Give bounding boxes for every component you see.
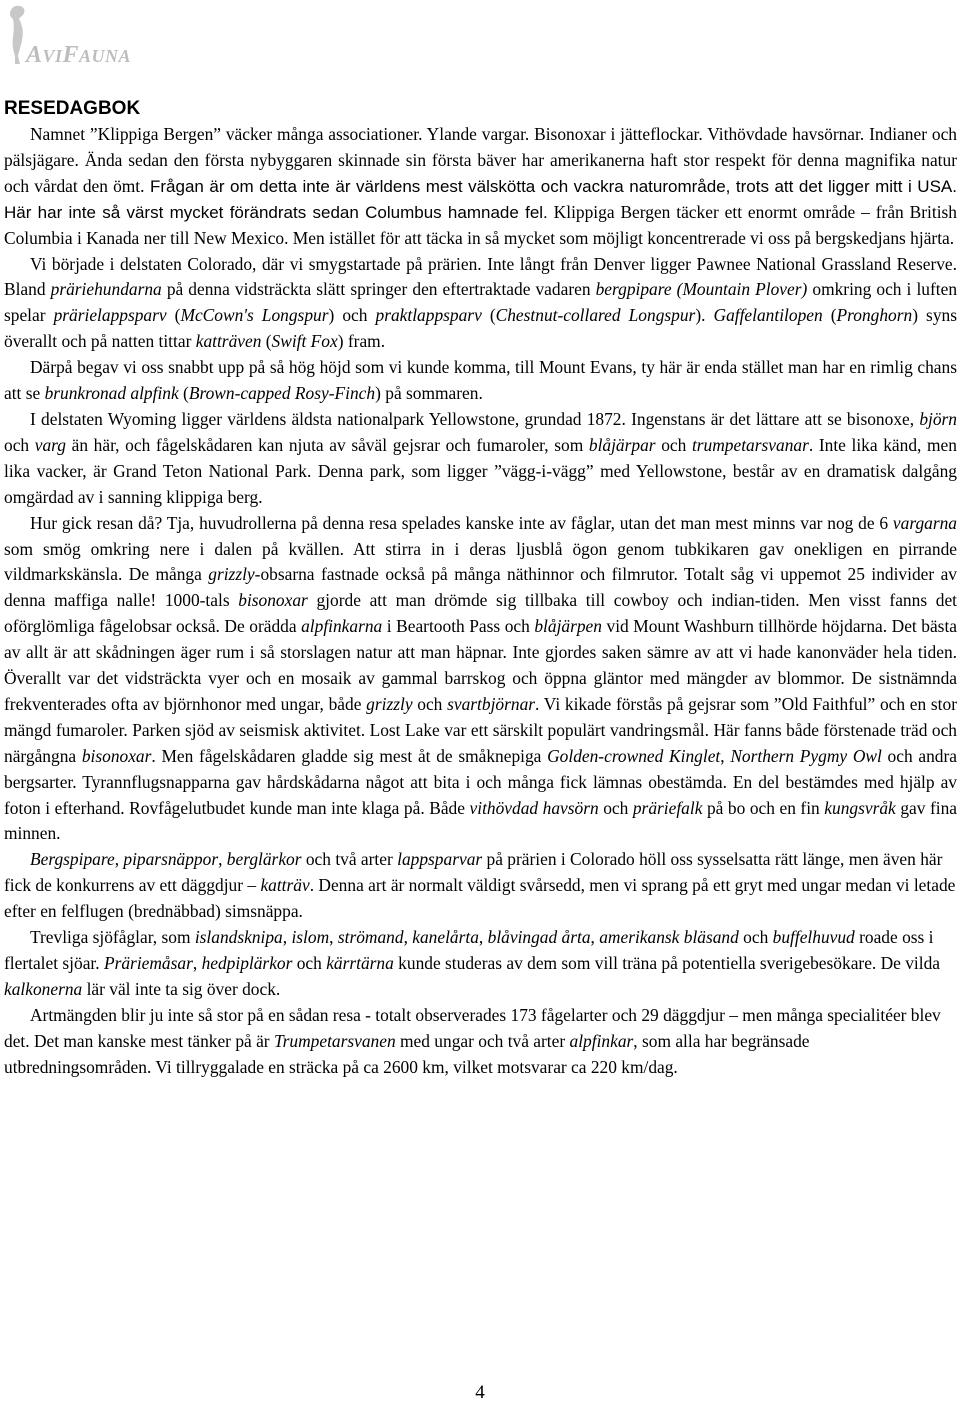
- species-name: präriefalk: [632, 797, 703, 818]
- species-name: McCown's Longspur: [180, 305, 329, 326]
- text-run: och: [4, 434, 35, 455]
- species-name: kalkonerna: [4, 978, 83, 999]
- text-run: Vi började i delstaten Colorado, där vi smygstartade på prärien. Inte långt från Denver ligger Pawnee National Grassland Reserve. Bland: [4, 253, 957, 300]
- species-name: blåjärpar: [588, 434, 656, 455]
- text-run: ,: [282, 927, 292, 948]
- species-name: vargarna: [892, 512, 957, 533]
- species-name: blåjärpen: [534, 616, 602, 637]
- species-name: blåvingad årta: [487, 927, 591, 948]
- species-name: prärielappsparv: [53, 305, 167, 326]
- text-run: ,: [218, 849, 227, 870]
- species-name: Gaffelantilopen: [713, 305, 823, 326]
- text-run: omkring och i luften spelar: [4, 279, 958, 326]
- species-name: bisonoxar: [81, 745, 152, 766]
- text-run: Frågan är om detta inte är världens mest välskötta och vackra naturområde, trots att det ligger mitt i USA. Här har inte så värst mycket förändrats sedan Columbus hamnade fel.: [4, 176, 957, 222]
- text-run: , som alla har begränsade utbredningsområden. Vi tillryggalade en sträcka på ca 2600 km, vilket motsvarar ca 220 km/dag.: [4, 1030, 810, 1077]
- species-name: kärrtärna: [326, 953, 394, 973]
- species-name: katträven: [195, 331, 262, 352]
- text-run: gjorde att man drömde sig tillbaka till cowboy och indian-tiden. Men visst fanns det oförglömliga fågelobsar också. De orädda: [4, 590, 957, 637]
- article-heading: RESEDAGBOK: [4, 98, 141, 119]
- paragraph-wyoming: [4, 407, 957, 511]
- paragraph-intro: [4, 122, 957, 252]
- text-run: Trevliga sjöfåglar, som: [30, 927, 195, 948]
- species-name: katträv: [260, 875, 310, 896]
- species-name: brunkronad alpfink: [44, 383, 179, 404]
- text-run: roade oss i flertalet sjöar.: [4, 927, 934, 973]
- species-name: lappsparvar: [397, 849, 483, 870]
- text-run: och två arter: [301, 849, 398, 870]
- species-name: kanelårta: [412, 927, 479, 948]
- species-name: Trumpetarsvanen: [273, 1030, 396, 1051]
- text-run: gav fina minnen.: [4, 797, 958, 844]
- text-run: ,: [403, 927, 413, 948]
- species-name: Golden-crowned Kinglet: [547, 745, 721, 766]
- species-name: islom: [291, 927, 330, 948]
- species-name: Pronghorn: [836, 305, 913, 326]
- species-name: kungsvråk: [824, 797, 896, 818]
- text-run: ) och: [328, 305, 376, 326]
- species-name: piparsnäppor: [123, 849, 219, 870]
- text-run: (: [481, 305, 496, 326]
- logo-wordmark: AVIFAUNA: [26, 42, 132, 68]
- text-run: (: [261, 331, 272, 352]
- text-run: ) syns överallt och på natten tittar: [4, 305, 957, 352]
- text-run: och: [412, 693, 448, 714]
- species-name: varg: [34, 434, 66, 455]
- species-name: buffelhuvud: [772, 927, 855, 948]
- species-name: Bergspipare: [30, 849, 115, 870]
- avifauna-logo: [0, 2, 175, 72]
- paragraph-prairie: [4, 847, 957, 925]
- text-run: kunde studeras av dem som vill träna på potentiella sverigebesökare. De vilda: [393, 953, 941, 973]
- text-run: och: [598, 797, 633, 818]
- text-run: ,: [720, 745, 731, 766]
- text-run: . Vi kikade förstås på gejsrar som ”Old Faithful” och en stor mängd fumaroler. Parken sjöd av seismisk aktivitet. Lost Lake var ett särskilt populärt vandringsmål. Här fanns både förstenade träd och närgångna: [4, 693, 958, 766]
- paragraph-summary: [4, 1003, 957, 1081]
- species-name: Swift Fox: [271, 331, 338, 352]
- species-name: praktlappsparv: [375, 305, 482, 326]
- species-name: strömand: [337, 927, 404, 948]
- species-name: Präriemåsar: [103, 953, 193, 973]
- article-body: [4, 96, 957, 1081]
- species-name: präriehundarna: [50, 279, 162, 300]
- species-name: svartbjörnar: [447, 693, 536, 714]
- text-run: Hur gick resan då? Tja, huvudrollerna på denna resa spelades kanske inte av fåglar, utan det man mest minns var nog de 6: [30, 512, 893, 533]
- text-run: på denna vidsträckta slätt springer den eftertraktade vadaren: [161, 279, 596, 300]
- text-run: . Men fågelskådaren gladde sig mest åt de småknepiga: [151, 745, 548, 766]
- species-name: grizzly: [366, 693, 413, 714]
- text-run: än här, och fågelskådaren kan njuta av såväl gejsrar och fumaroler, som: [65, 434, 589, 455]
- text-run: ) på sommaren.: [375, 383, 483, 404]
- text-run: Artmängden blir ju inte så stor på en sådan resa - totalt observerades 173 fågelarter och 29 däggdjur – men många specialitéer blev det. Det man kanske mest tänker på är: [4, 1004, 941, 1051]
- species-name: grizzly: [208, 564, 255, 585]
- paragraph-highlights: [4, 511, 957, 848]
- page-number: 4: [475, 1382, 485, 1403]
- species-name: Northern Pygmy Owl: [730, 745, 882, 766]
- paragraph-mount-evans: [4, 355, 957, 407]
- text-run: ,: [590, 927, 600, 948]
- text-run: på prärien i Colorado höll oss sysselsatta rätt länge, men även här fick de konkurrens av ett däggdjur –: [4, 849, 943, 896]
- text-run: i Beartooth Pass och: [382, 616, 535, 637]
- species-name: alpfinkarna: [301, 616, 383, 637]
- text-run: . Denna art är normalt väldigt svårsedd, men vi sprang på ett gryt med ungar medan vi letade efter en felflugen (brednäbbad) simsnäppa.: [4, 875, 956, 922]
- text-run: ) fram.: [337, 331, 386, 352]
- text-run: Därpå begav vi oss snabbt upp på så hög höjd som vi kunde komma, till Mount Evans, ty här är enda stället man har en rimlig chans att se: [4, 357, 957, 404]
- species-name: bisonoxar: [238, 590, 308, 611]
- text-run: (: [178, 383, 189, 404]
- text-run: med ungar och två arter: [395, 1030, 570, 1051]
- text-run: och: [292, 953, 327, 973]
- text-run: på bo och en fin: [702, 797, 825, 818]
- text-run: och: [738, 927, 773, 948]
- text-run: Namnet ”Klippiga Bergen” väcker många associationer. Ylande vargar. Bisonoxar i jätteflockar. Vithövdade havsörnar. Indianer och pälsjägare. Ända sedan den första nybyggaren skinnade sin första bäver har amerikanerna haft stor respekt för denna magnifika natur och vårdat den ömt.: [4, 124, 957, 196]
- text-run: -obsarna fastnade också på många näthinnor och filmrutor. Totalt såg vi uppemot 25 individer av denna maffiga nalle! 1000-tals: [4, 564, 957, 611]
- text-run: och andra bergsarter. Tyrannflugsnapparna gav hårdskådarna något att bita i och många fick lämnas obestämda. En del bestämdes med hjälp av foton i efterhand. Rovfågelutbudet kunde man inte klaga på. Både: [4, 745, 957, 818]
- text-run: ,: [478, 927, 488, 948]
- species-name: hedpiplärkor: [201, 953, 293, 973]
- text-run: (: [822, 305, 837, 326]
- text-run: ,: [329, 927, 338, 948]
- species-name: vithövdad havsörn: [469, 797, 599, 818]
- text-run: (: [166, 305, 181, 326]
- text-run: ).: [695, 305, 714, 326]
- species-name: islandsknipa: [194, 927, 283, 948]
- text-run: vid Mount Washburn tillhörde höjdarna. Det bästa av allt är att skådningen äger rum i så storslagen natur att man häpnar. Inte gjordes saken sämre av att vi hade kanonväder hela tiden. Överallt var det vidsträckta vyer och en mosaik av gammal barrskog och öppna gläntor med mängder av blommor. De sistnämnda frekventerades ofta av björnhonor med ungar, både: [4, 616, 958, 714]
- text-run: Klippiga Bergen täcker ett enormt område – från British Columbia i Kanada ner till New Mexico. Men istället för att täcka in så mycket som möjligt koncentrerade vi oss på bergskedjans hjärta.: [4, 201, 957, 248]
- species-name: bergpipare (Mountain Plover): [595, 279, 808, 300]
- paragraph-colorado: [4, 252, 957, 356]
- text-run: ,: [192, 953, 202, 973]
- text-run: lär väl inte ta sig över dock.: [82, 978, 281, 999]
- text-run: ,: [114, 849, 124, 870]
- species-name: Chestnut-collared Longspur: [495, 305, 696, 326]
- species-name: björn: [919, 408, 957, 429]
- text-run: I delstaten Wyoming ligger världens äldsta nationalpark Yellowstone, grundad 1872. Ingenstans är det lättare att se bisonoxe,: [30, 408, 920, 429]
- species-name: Brown-capped Rosy-Finch: [188, 383, 376, 404]
- species-name: amerikansk bläsand: [599, 927, 739, 948]
- text-run: som smög omkring nere i dalen på kvällen. Att stirra in i deras ljusblå ögon genom tubkikaren gav onekligen en pirrande vildmarkskänsla. De många: [4, 538, 957, 585]
- species-name: alpfinkar: [569, 1030, 634, 1051]
- species-name: berglärkor: [226, 849, 302, 870]
- species-name: trumpetarsvanar: [691, 434, 809, 455]
- paragraph-waterfowl: [4, 925, 957, 1003]
- text-run: och: [655, 434, 692, 455]
- text-run: . Inte lika känd, men lika vacker, är Grand Teton National Park. Denna park, som ligger ”vägg-i-vägg” med Yellowstone, består av en dramatisk dalgång omgärdad av i sanning klippiga berg.: [4, 434, 957, 507]
